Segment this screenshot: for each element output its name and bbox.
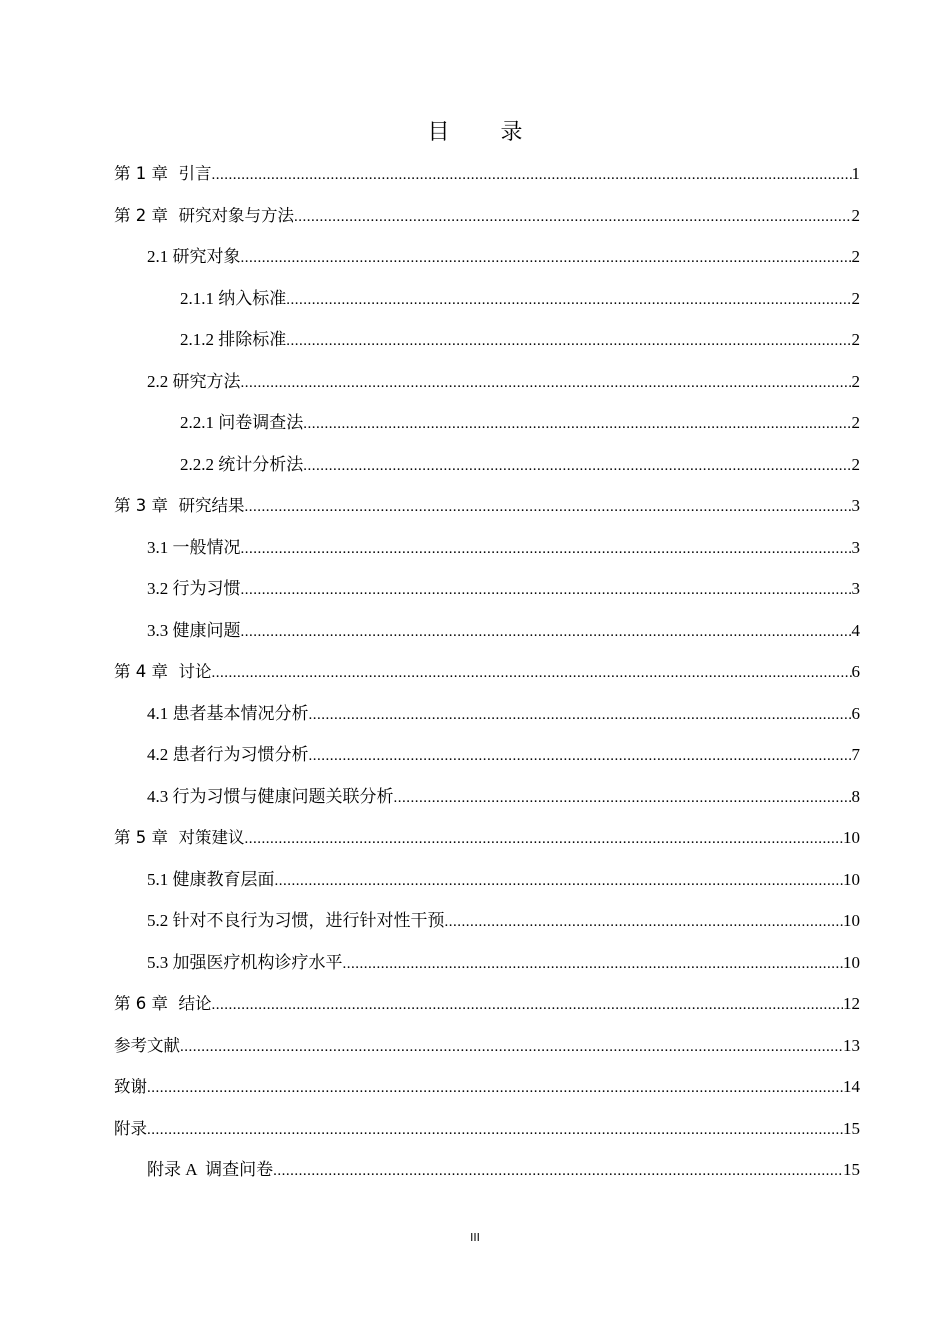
dot-leader: [211, 163, 851, 187]
toc-entry-label: 2.1.2 排除标准: [180, 330, 287, 349]
page-number: III: [470, 1231, 480, 1244]
dot-leader: [273, 1159, 843, 1183]
dot-leader: [275, 869, 844, 893]
toc-entry-page: 1: [851, 164, 860, 183]
dot-leader: [309, 744, 852, 768]
toc-entry-label: 3.3 健康问题: [147, 620, 241, 640]
toc-entry-label: 参考文献: [114, 1035, 180, 1055]
toc-entry[interactable]: [114, 494, 860, 536]
toc-entry[interactable]: [114, 287, 860, 329]
toc-entry[interactable]: [114, 951, 860, 993]
dot-leader: [241, 246, 852, 270]
toc-entry-label: 第 6 章 结论: [114, 994, 212, 1013]
toc-entry-page: 6: [851, 703, 860, 723]
toc-entry-page: 15: [843, 1118, 860, 1138]
toc-entry[interactable]: [114, 370, 860, 412]
toc-entry[interactable]: [114, 619, 860, 661]
toc-entry-label: 第 2 章 研究对象与方法: [114, 205, 294, 225]
toc-entry[interactable]: [114, 909, 860, 951]
toc-entry-page: 4: [851, 620, 860, 640]
toc-entry-page: 10: [843, 952, 860, 972]
toc-entry-page: 10: [843, 869, 860, 889]
toc-entry-label: 2.1 研究对象: [147, 247, 241, 266]
toc-entry[interactable]: [114, 204, 860, 246]
dot-leader: [286, 329, 851, 353]
dot-leader: [241, 537, 852, 561]
dot-leader: [303, 454, 851, 478]
toc-entry-label: 第 4 章 讨论: [114, 662, 212, 681]
dot-leader: [309, 703, 852, 727]
toc-entry-label: 3.1 一般情况: [147, 537, 241, 557]
toc-entry[interactable]: [114, 577, 860, 619]
toc-entry-page: 10: [843, 911, 860, 930]
toc-entry[interactable]: [114, 536, 860, 578]
toc-entry-label: 附录 A 调查问卷: [147, 1160, 274, 1179]
dot-leader: [343, 952, 844, 976]
dot-leader: [180, 1035, 843, 1059]
toc-entry[interactable]: [114, 245, 860, 287]
dot-leader: [394, 786, 852, 810]
toc-entry-page: 2: [851, 413, 860, 432]
toc-entry-page: 2: [851, 454, 860, 474]
toc-entry-label: 附录: [114, 1118, 147, 1138]
toc-entry-label: 2.2.2 统计分析法: [180, 454, 304, 474]
toc-entry-page: 3: [851, 496, 860, 515]
dot-leader: [241, 578, 852, 602]
toc-entry-page: 6: [851, 662, 860, 681]
toc-entry-page: 2: [851, 205, 860, 225]
toc-entry-label: 第 1 章 引言: [114, 164, 212, 183]
dot-leader: [294, 205, 852, 229]
toc-entry-label: 第 3 章 研究结果: [114, 496, 245, 515]
dot-leader: [147, 1076, 843, 1100]
toc-entry-page: 8: [851, 786, 860, 806]
toc-entry-label: 2.2.1 问卷调查法: [180, 413, 304, 432]
toc-title: 目 录: [427, 120, 545, 145]
dot-leader: [244, 827, 843, 851]
toc-entry[interactable]: [114, 826, 860, 868]
toc-entry-label: 4.3 行为习惯与健康问题关联分析: [147, 786, 394, 806]
toc-entry-label: 2.1.1 纳入标准: [180, 288, 287, 308]
toc-entry-label: 2.2 研究方法: [147, 371, 241, 391]
toc-entry[interactable]: [114, 411, 860, 453]
toc-entry-page: 15: [843, 1160, 860, 1179]
toc-entry[interactable]: [114, 328, 860, 370]
toc-entry[interactable]: [114, 162, 860, 204]
toc-entry[interactable]: [114, 743, 860, 785]
toc-entry-page: 14: [843, 1077, 860, 1096]
toc-entry-label: 第 5 章 对策建议: [114, 828, 245, 847]
dot-leader: [303, 412, 851, 436]
dot-leader: [241, 371, 852, 395]
toc-entry-label: 4.2 患者行为习惯分析: [147, 745, 309, 764]
toc-entry-page: 2: [851, 247, 860, 266]
toc-entry[interactable]: [114, 785, 860, 827]
toc-entry-page: 7: [851, 745, 860, 764]
toc-entry[interactable]: [114, 1034, 860, 1076]
toc-entry-page: 13: [843, 1035, 860, 1055]
dot-leader: [244, 495, 851, 519]
toc-entry-page: 10: [843, 828, 860, 847]
dot-leader: [147, 1118, 843, 1142]
dot-leader: [286, 288, 851, 312]
toc-entry-label: 4.1 患者基本情况分析: [147, 703, 309, 723]
toc-entry-page: 3: [851, 579, 860, 598]
dot-leader: [211, 661, 851, 685]
toc-entry[interactable]: [114, 992, 860, 1034]
toc-entry-page: 2: [851, 288, 860, 308]
table-of-contents: [114, 162, 860, 1200]
toc-entry-label: 3.2 行为习惯: [147, 579, 241, 598]
toc-entry-page: 2: [851, 371, 860, 391]
toc-entry-label: 致谢: [114, 1077, 147, 1096]
toc-entry[interactable]: [114, 453, 860, 495]
dot-leader: [241, 620, 852, 644]
toc-entry[interactable]: [114, 660, 860, 702]
toc-entry-label: 5.3 加强医疗机构诊疗水平: [147, 952, 343, 972]
toc-entry-label: 5.1 健康教育层面: [147, 869, 275, 889]
toc-entry-label: 5.2 针对不良行为习惯，进行针对性干预: [147, 911, 445, 930]
dot-leader: [211, 993, 843, 1017]
toc-entry[interactable]: [114, 1158, 860, 1200]
toc-entry[interactable]: [114, 702, 860, 744]
dot-leader: [445, 910, 844, 934]
toc-entry[interactable]: [114, 1117, 860, 1159]
toc-entry-page: 12: [843, 994, 860, 1013]
toc-entry[interactable]: [114, 1075, 860, 1117]
toc-entry[interactable]: [114, 868, 860, 910]
toc-entry-page: 3: [851, 537, 860, 557]
toc-entry-page: 2: [851, 330, 860, 349]
